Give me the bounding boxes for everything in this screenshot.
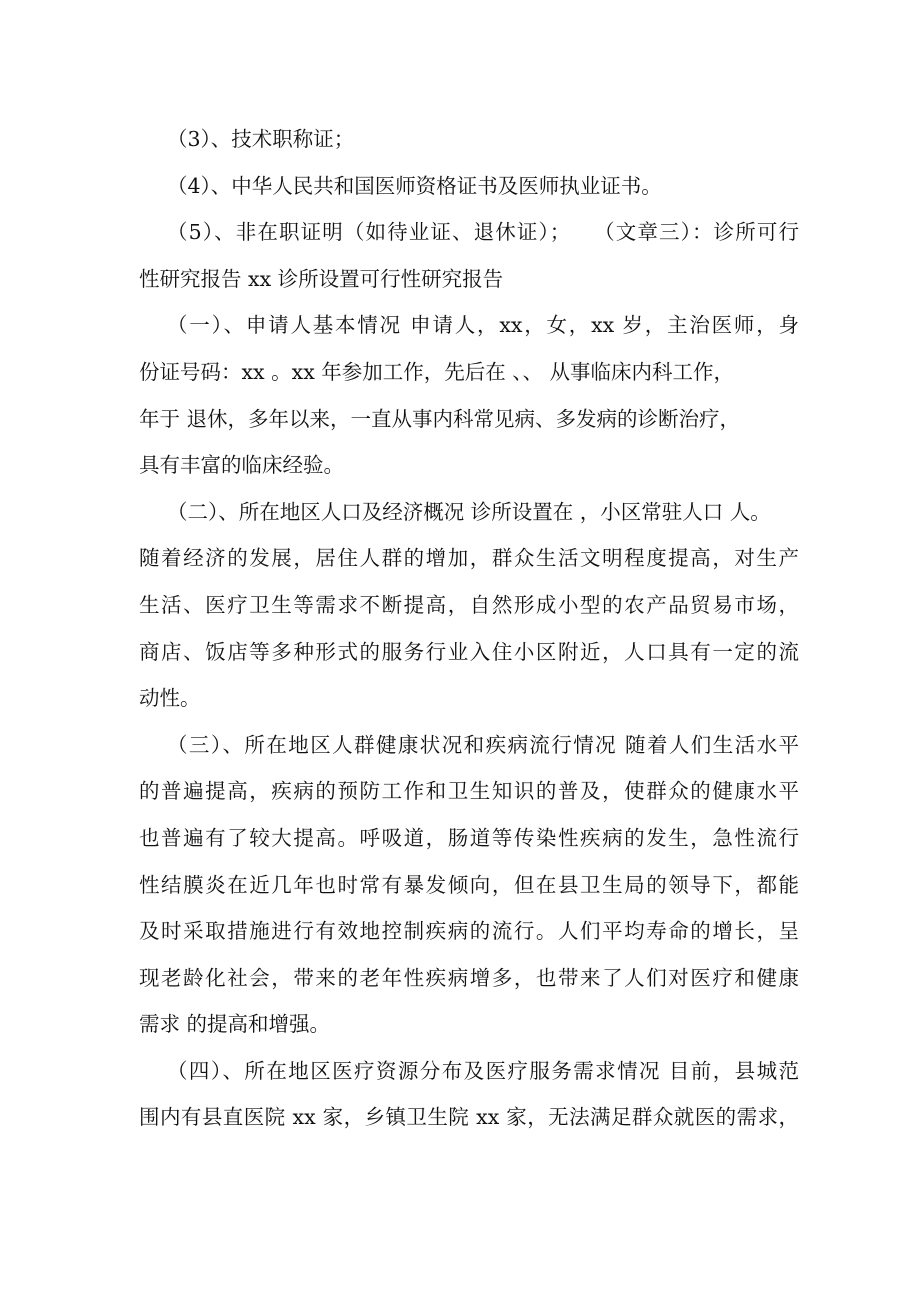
text-line: 动性。 xyxy=(139,686,201,711)
text-line: （3）、技术职称证； xyxy=(167,127,355,151)
text-line: （一）、申请人基本情况 申请人，xx，女，xx 岁，主治医师，身 xyxy=(167,313,799,338)
text-line: （4）、中华人民共和国医师资格证书及医师执业证书。 xyxy=(167,173,662,198)
text-line: 性研究报告 xx 诊所设置可行性研究报告 xyxy=(139,266,504,291)
text-line: 年于 退休，多年以来，一直从事内科常见病、多发病的诊断治疗， xyxy=(139,406,741,431)
text-line: 随着经济的发展，居住人群的增加，群众生活文明程度提高，对生产 xyxy=(139,546,799,571)
text-line: 份证号码：xx 。xx 年参加工作，先后在 、、 从事临床内科工作， xyxy=(139,359,735,384)
text-line: 具有丰富的临床经验。 xyxy=(139,453,344,478)
text-line: （二）、所在地区人口及经济概况 诊所设置在 ，小区常驻人口 人。 xyxy=(167,499,771,524)
text-line: 生活、医疗卫生等需求不断提高，自然形成小型的农产品贸易市场， xyxy=(139,592,799,617)
text-line: （四）、所在地区医疗资源分布及医疗服务需求情况 目前，县城范 xyxy=(167,1058,799,1083)
text-line: 需求 的提高和增强。 xyxy=(139,1012,331,1037)
text-line: 性结膜炎在近几年也时常有暴发倾向，但在县卫生局的领导下，都能 xyxy=(139,872,799,897)
text-line: 商店、饭店等多种形式的服务行业入住小区附近，人口具有一定的流 xyxy=(139,639,799,664)
document-body xyxy=(139,116,799,1141)
text-line: 围内有县直医院 xx 家，乡镇卫生院 xx 家，无法满足群众就医的需求， xyxy=(139,1105,799,1130)
text-line: （三）、所在地区人群健康状况和疾病流行情况 随着人们生活水平 xyxy=(167,732,799,757)
text-line: 及时采取措施进行有效地控制疾病的流行。人们平均寿命的增长，呈 xyxy=(139,919,799,944)
text-line: 现老龄化社会，带来的老年性疾病增多，也带来了人们对医疗和健康 xyxy=(139,965,799,990)
text-line: （5）、非在职证明（如待业证、退休证）； （文章三）：诊所可行 xyxy=(167,220,799,245)
text-line: 也普遍有了较大提高。呼吸道，肠道等传染性疾病的发生，急性流行 xyxy=(139,825,799,850)
text-line: 的普遍提高，疾病的预防工作和卫生知识的普及，使群众的健康水平 xyxy=(139,779,799,804)
